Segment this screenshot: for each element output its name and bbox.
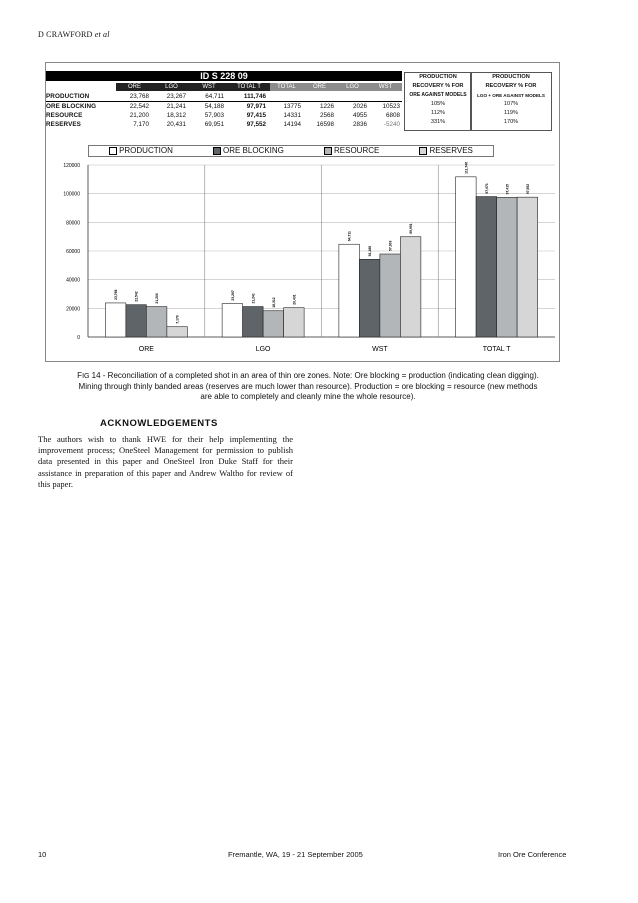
bar [517,197,538,337]
table-cell: 23,267 [166,93,186,100]
y-tick-label: 80000 [66,220,80,227]
bar [263,311,284,337]
legend-label: ORE BLOCKING [222,146,284,155]
col-header: TOTAL [270,83,303,91]
bar [456,177,477,337]
section-heading: ACKNOWLEDGEMENTS [100,418,218,429]
table-cell: 7,170 [133,121,149,128]
table-title: ID S 228 09 [46,71,402,81]
table-cell: 18,312 [166,112,186,119]
legend-label: RESERVES [429,146,473,155]
table-cell: 16598 [316,121,334,128]
recovery-value: 170% [503,119,519,125]
y-tick-label: 0 [77,335,80,341]
table-cell: 1226 [319,103,334,110]
bar-chart [46,157,558,357]
running-header [38,30,110,39]
legend-swatch [324,147,332,155]
row-label: RESERVES [46,121,81,128]
table-cell: 6808 [385,112,400,119]
col-header: WST [369,83,402,91]
footer-venue: Fremantle, WA, 19 - 21 September 2005 [228,850,363,859]
y-tick-label: 20000 [66,306,80,313]
figure-caption [58,371,558,402]
data-label: 64,711 [347,231,352,242]
data-label: 18,312 [271,297,276,308]
caption-f: F [77,371,83,380]
y-tick-label: 60000 [66,249,80,255]
row-label: ORE BLOCKING [46,103,97,110]
table-header-row [116,83,402,91]
table-cell: 4955 [352,112,367,119]
recovery-value: 112% [431,110,445,116]
data-label: 54,188 [368,245,373,257]
col-header: ORE [116,83,153,91]
legend-item [213,146,284,156]
bar [497,197,518,337]
table-cell: 10523 [382,103,400,110]
table-cell: 64,711 [205,93,224,100]
recovery-title: PRODUCTION [492,74,530,80]
table-cell: 2836 [352,121,367,128]
table-cell: 21,200 [129,112,149,119]
x-tick-label: ORE [138,346,154,353]
data-label: 23,768 [114,289,119,300]
legend-item [324,146,379,156]
table-cell [336,92,369,101]
table-cell: 54,188 [204,103,224,110]
caption-ig: IG [82,373,90,380]
legend-swatch [109,147,117,155]
recovery-sub: RECOVERY % FOR [485,83,537,89]
bar [359,259,380,337]
row-label: RESOURCE [46,112,83,119]
data-label: 22,542 [134,291,139,302]
col-header: LGO [153,83,190,91]
table-cell [369,92,402,101]
table-cell: 23,768 [129,93,149,100]
table-cell: 20,431 [166,121,186,128]
bar [243,307,264,337]
table-cell: 2568 [319,112,334,119]
table-cell: 69,951 [204,121,224,128]
chart-legend [88,145,494,157]
legend-label: RESOURCE [334,146,380,155]
bar [146,307,167,337]
bar [339,244,360,337]
recovery-desc: ORE AGAINST MODELS [409,92,467,98]
table-cell: 21,241 [166,103,186,110]
recovery-box-ore [404,72,472,131]
col-header: TOTAL T [228,83,270,91]
table-cell: 2026 [352,103,367,110]
data-label: 97,971 [484,183,489,194]
recovery-sub: RECOVERY % FOR [412,83,464,89]
recovery-title: PRODUCTION [419,74,457,80]
data-label: 21,241 [251,293,256,304]
bar [476,197,497,337]
bar [380,254,401,337]
bar [284,308,305,337]
data-label: 97,415 [505,183,510,195]
page-number: 10 [38,850,47,859]
data-label: 23,267 [230,290,235,301]
table-cell: 57,903 [204,112,224,119]
data-label: 57,903 [388,240,393,252]
legend-label: PRODUCTION [119,146,173,155]
bar [105,303,126,337]
recovery-value: 107% [503,101,519,107]
data-label: 69,951 [409,223,414,234]
data-label: 21,200 [155,293,160,304]
bar [400,237,421,337]
y-tick-label: 40000 [66,277,80,284]
table-row [46,120,402,129]
y-tick-label: 120000 [63,163,80,169]
ack-paragraph: The authors wish to thank HWE for their help implementing the improvement process; OneSteel Management for permission to publish data presented in this paper and OneSteel Iron Duke Staff for their assistance in preparation of this paper and Andrew Waltho for review of this paper. [38,434,293,489]
caption-line-2: Mining through thinly banded areas (reserves are much lower than resource). Production = ore blocking = resource (new methods [78,382,538,391]
x-tick-label: WST [372,346,388,353]
table-cell: -5240 [383,121,400,128]
header-author: D CRAWFORD [38,30,93,39]
x-tick-label: LGO [255,346,271,353]
row-label: PRODUCTION [46,93,90,100]
table-cell: 14194 [283,121,301,128]
col-header: ORE [303,83,336,91]
caption-line-3: are able to completely and cleanly mine the whole resource). [200,392,416,401]
table-row [46,92,402,101]
legend-item [419,146,472,156]
recovery-value: 105% [430,101,446,107]
legend-item [109,146,173,156]
table-cell: 22,542 [129,103,149,110]
data-label: 20,431 [292,294,297,305]
recovery-value: 331% [430,119,446,125]
table-cell: 97,552 [246,121,266,128]
table-cell: 14331 [283,112,301,119]
table-cell: 97,415 [246,112,266,119]
table-row [46,111,402,120]
legend-swatch [419,147,427,155]
y-tick-label: 100000 [63,191,80,198]
x-tick-label: TOTAL T [482,346,511,353]
table-cell: 111,746 [243,93,266,100]
bar [222,304,243,337]
recovery-value: 119% [504,110,518,116]
table-rule [46,101,402,102]
table-cell [270,92,303,101]
data-label: 111,746 [464,161,469,174]
footer-conference: Iron Ore Conference [498,850,567,859]
table-row [46,102,402,111]
data-label: 97,552 [525,183,530,195]
col-header: WST [190,83,228,91]
table-cell [303,92,336,101]
header-etal: et al [94,30,110,39]
data-label: 7,170 [175,315,180,324]
bar [126,305,147,337]
legend-swatch [213,147,221,155]
bar [167,327,188,337]
table-cell: 13775 [283,103,301,110]
recovery-box-lgo-ore [470,72,552,131]
col-header: LGO [336,83,369,91]
recovery-desc: LGO + ORE AGAINST MODELS [477,93,545,98]
caption-line-1: 14 - Reconciliation of a completed shot in an area of thin ore zones. Note: Ore blocking = production (indicating clean digging). [89,371,539,380]
table-cell: 97,971 [246,103,266,110]
